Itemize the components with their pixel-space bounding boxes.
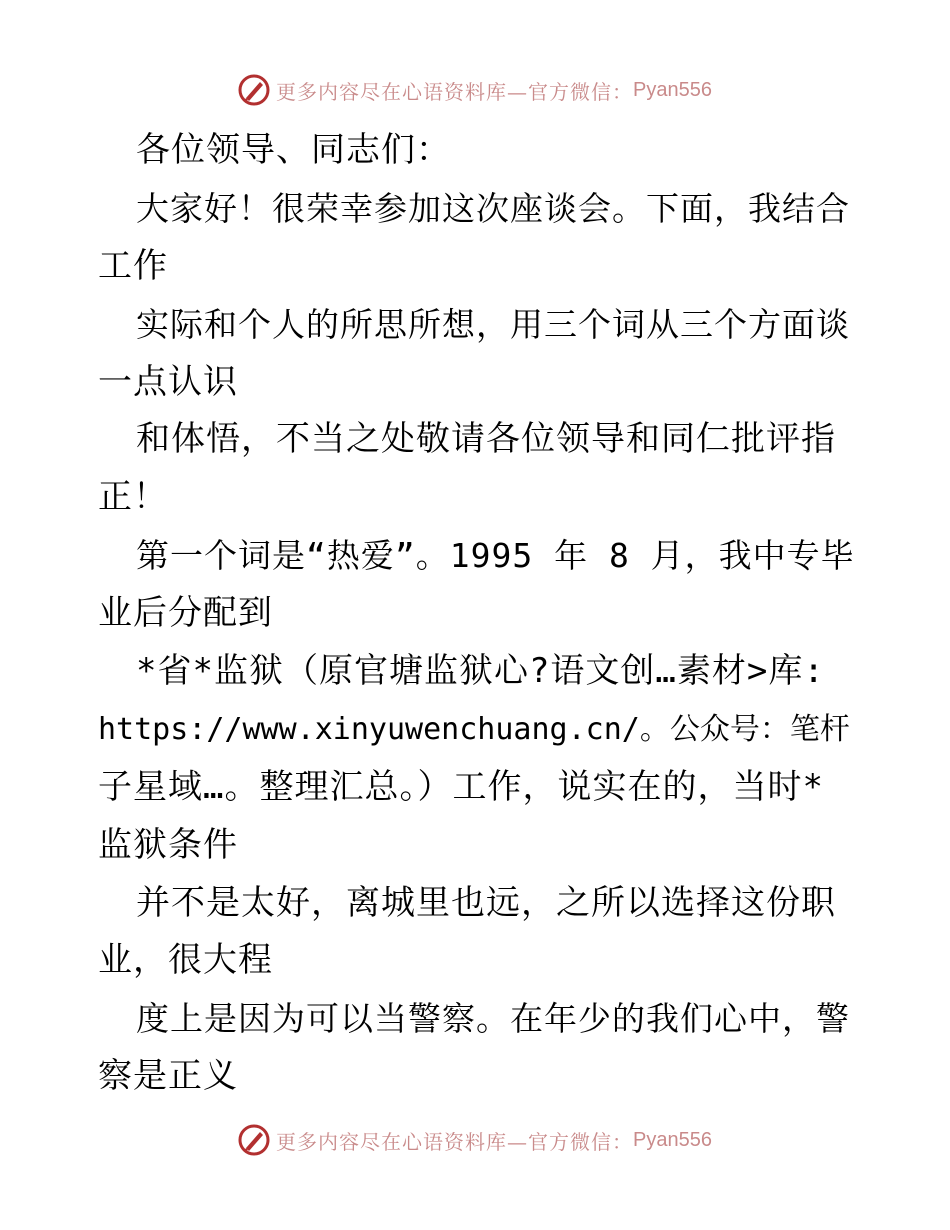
pen-logo-icon (238, 1124, 270, 1156)
body-line: 各位领导、同志们： (136, 130, 451, 170)
document-body (98, 122, 858, 1106)
footer-banner-text: 更多内容尽在心语资料库—官方微信： (276, 1129, 634, 1154)
body-line: 察是正义 (98, 1056, 238, 1097)
body-line: 大家好！很荣幸参加这次座谈会。下面，我结合 (136, 188, 850, 228)
pen-logo-icon (238, 74, 270, 106)
body-line: *省*监狱（原官塘监狱心?语文创…素材>库: (136, 651, 825, 692)
body-line: https://www.xinyuwenchuang.cn/。公众号：笔杆 (98, 711, 850, 747)
body-line: 度上是因为可以当警察。在年少的我们心中，警 (136, 999, 850, 1039)
body-line: 监狱条件 (98, 824, 238, 865)
body-line: 实际和个人的所思所想，用三个词从三个方面谈 (136, 304, 850, 344)
body-line: 业后分配到 (98, 593, 273, 634)
header-banner-text: 更多内容尽在心语资料库—官方微信： (276, 79, 634, 104)
header-banner (0, 70, 950, 110)
body-line: 和体悟，不当之处敬请各位领导和同仁批评指 (136, 419, 836, 460)
footer-banner-handle: Pyan556 (633, 1128, 712, 1151)
header-banner-handle: Pyan556 (633, 78, 712, 101)
body-line: 子星域…。整理汇总。）工作，说实在的，当时* (98, 766, 824, 807)
body-line: 业，很大程 (98, 940, 273, 981)
body-line: 正！ (98, 477, 168, 518)
body-line: 工作 (98, 245, 168, 286)
body-line: 第一个词是“热爱”。1995 年 8 月，我中专毕 (136, 536, 855, 576)
footer-banner (0, 1120, 950, 1160)
body-line: 一点认识 (98, 361, 238, 402)
body-line: 并不是太好，离城里也远，之所以选择这份职 (136, 882, 836, 923)
